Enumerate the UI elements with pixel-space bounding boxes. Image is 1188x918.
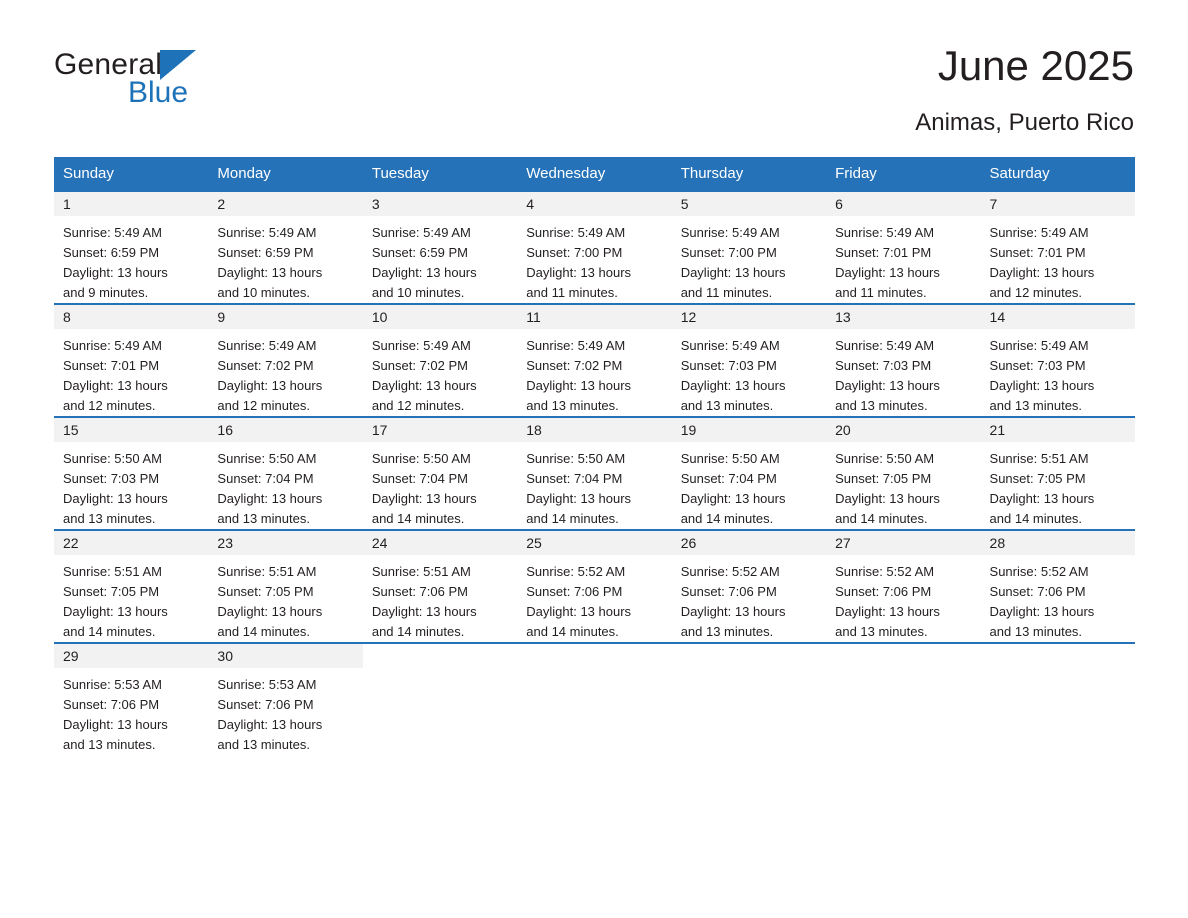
day-info-sunrise: Sunrise: 5:50 AM bbox=[217, 451, 317, 466]
day-info bbox=[981, 329, 1135, 416]
day-number: 22 bbox=[54, 531, 208, 555]
day-info-daylight1: Daylight: 13 hours bbox=[63, 491, 168, 506]
day-info bbox=[981, 555, 1135, 642]
weekday-header-friday: Friday bbox=[826, 157, 980, 190]
day-info bbox=[363, 329, 517, 416]
day-info bbox=[363, 442, 517, 529]
day-info-sunset: Sunset: 7:02 PM bbox=[371, 358, 468, 373]
calendar-day-cell bbox=[672, 529, 826, 642]
calendar-day-cell bbox=[517, 529, 671, 642]
day-info-sunset: Sunset: 7:05 PM bbox=[835, 471, 932, 486]
day-info-daylight2: and 10 minutes. bbox=[371, 285, 465, 300]
day-number: 21 bbox=[981, 418, 1135, 442]
day-number: 28 bbox=[981, 531, 1135, 555]
day-info-sunset: Sunset: 7:06 PM bbox=[835, 584, 932, 599]
day-number: 1 bbox=[54, 192, 208, 216]
calendar-day-cell bbox=[363, 416, 517, 529]
day-info-sunset: Sunset: 7:01 PM bbox=[835, 245, 932, 260]
day-info-sunrise: Sunrise: 5:52 AM bbox=[989, 564, 1089, 579]
logo-text-blue: Blue bbox=[128, 76, 189, 109]
calendar-week-row bbox=[54, 642, 1135, 754]
day-info-daylight1: Daylight: 13 hours bbox=[680, 378, 786, 393]
day-info-sunset: Sunset: 7:02 PM bbox=[526, 358, 623, 373]
day-info bbox=[981, 442, 1135, 529]
day-info-daylight2: and 14 minutes. bbox=[371, 624, 465, 639]
day-info-daylight1: Daylight: 13 hours bbox=[835, 491, 940, 506]
day-info-daylight2: and 13 minutes. bbox=[989, 398, 1083, 413]
day-number: 25 bbox=[517, 531, 671, 555]
day-info-daylight1: Daylight: 13 hours bbox=[217, 604, 323, 619]
calendar-day-cell bbox=[981, 190, 1135, 303]
title-block bbox=[915, 40, 1134, 140]
day-info bbox=[54, 216, 208, 303]
calendar-day-cell bbox=[363, 190, 517, 303]
calendar-day-cell bbox=[208, 303, 362, 416]
weekday-header-saturday: Saturday bbox=[981, 157, 1135, 190]
day-info-sunrise: Sunrise: 5:50 AM bbox=[835, 451, 935, 466]
day-info-daylight1: Daylight: 13 hours bbox=[989, 491, 1095, 506]
weekday-header-tuesday: Tuesday bbox=[363, 157, 517, 190]
day-number: 13 bbox=[826, 305, 980, 329]
day-info-daylight1: Daylight: 13 hours bbox=[371, 378, 477, 393]
day-info-daylight1: Daylight: 13 hours bbox=[835, 378, 940, 393]
day-cell-content[interactable] bbox=[54, 642, 208, 754]
day-number: 19 bbox=[672, 418, 826, 442]
calendar-day-cell bbox=[54, 642, 208, 754]
day-number: 2 bbox=[208, 192, 362, 216]
day-info-sunset: Sunset: 7:04 PM bbox=[680, 471, 777, 486]
day-cell-content[interactable] bbox=[363, 529, 517, 642]
day-info-sunrise: Sunrise: 5:49 AM bbox=[835, 338, 935, 353]
day-info-daylight2: and 14 minutes. bbox=[989, 511, 1083, 526]
day-cell-content[interactable] bbox=[208, 642, 362, 754]
day-info-daylight1: Daylight: 13 hours bbox=[63, 378, 168, 393]
day-info-daylight1: Daylight: 13 hours bbox=[217, 717, 323, 732]
day-info-daylight1: Daylight: 13 hours bbox=[526, 378, 632, 393]
day-info-daylight2: and 13 minutes. bbox=[835, 624, 928, 639]
day-info-sunset: Sunset: 6:59 PM bbox=[63, 245, 160, 260]
day-cell-content[interactable] bbox=[517, 416, 671, 529]
day-info-daylight2: and 12 minutes. bbox=[371, 398, 465, 413]
day-number: 20 bbox=[826, 418, 980, 442]
day-info-sunrise: Sunrise: 5:52 AM bbox=[835, 564, 935, 579]
day-info-daylight2: and 13 minutes. bbox=[63, 737, 156, 752]
day-info-sunset: Sunset: 7:03 PM bbox=[835, 358, 932, 373]
day-info bbox=[672, 442, 826, 529]
day-info-sunrise: Sunrise: 5:49 AM bbox=[835, 225, 935, 240]
day-info-sunrise: Sunrise: 5:49 AM bbox=[526, 338, 626, 353]
calendar-day-cell bbox=[981, 416, 1135, 529]
day-info-daylight1: Daylight: 13 hours bbox=[526, 604, 632, 619]
day-info-daylight2: and 13 minutes. bbox=[680, 624, 774, 639]
sunrise-sunset-calendar bbox=[54, 157, 1135, 754]
day-info-daylight1: Daylight: 13 hours bbox=[63, 265, 168, 280]
day-cell-content[interactable] bbox=[672, 303, 826, 416]
day-number: 11 bbox=[517, 305, 671, 329]
day-info-daylight1: Daylight: 13 hours bbox=[989, 265, 1095, 280]
day-number: 17 bbox=[363, 418, 517, 442]
calendar-day-cell bbox=[363, 529, 517, 642]
day-info-sunrise: Sunrise: 5:51 AM bbox=[217, 564, 317, 579]
day-info-daylight2: and 14 minutes. bbox=[63, 624, 156, 639]
day-cell-content[interactable] bbox=[208, 416, 362, 529]
calendar-day-cell bbox=[54, 303, 208, 416]
day-info-daylight1: Daylight: 13 hours bbox=[371, 491, 477, 506]
calendar-day-cell bbox=[517, 416, 671, 529]
day-info-sunset: Sunset: 7:06 PM bbox=[217, 697, 314, 712]
day-info-sunrise: Sunrise: 5:49 AM bbox=[526, 225, 626, 240]
calendar-header-row bbox=[54, 157, 1135, 190]
day-info-daylight2: and 13 minutes. bbox=[526, 398, 619, 413]
day-info-sunrise: Sunrise: 5:51 AM bbox=[371, 564, 471, 579]
day-number: 24 bbox=[363, 531, 517, 555]
calendar-day-cell-empty bbox=[981, 642, 1135, 754]
day-info-sunset: Sunset: 7:05 PM bbox=[989, 471, 1086, 486]
day-info bbox=[54, 442, 208, 529]
day-info bbox=[672, 216, 826, 303]
day-info-daylight2: and 12 minutes. bbox=[989, 285, 1083, 300]
day-info bbox=[208, 442, 362, 529]
day-info bbox=[826, 555, 980, 642]
day-number: 6 bbox=[826, 192, 980, 216]
day-info-sunrise: Sunrise: 5:50 AM bbox=[63, 451, 162, 466]
day-info bbox=[826, 329, 980, 416]
day-info-daylight2: and 13 minutes. bbox=[989, 624, 1083, 639]
day-number: 15 bbox=[54, 418, 208, 442]
day-info-sunset: Sunset: 7:06 PM bbox=[989, 584, 1086, 599]
calendar-day-cell bbox=[672, 190, 826, 303]
calendar-day-cell-empty bbox=[672, 642, 826, 754]
day-number: 12 bbox=[672, 305, 826, 329]
day-info-sunset: Sunset: 7:04 PM bbox=[217, 471, 314, 486]
day-info bbox=[672, 555, 826, 642]
day-number: 10 bbox=[363, 305, 517, 329]
day-info-sunset: Sunset: 7:04 PM bbox=[371, 471, 468, 486]
weekday-header-sunday: Sunday bbox=[54, 157, 208, 190]
day-info bbox=[517, 555, 671, 642]
day-cell-content[interactable] bbox=[672, 190, 826, 303]
day-info-sunset: Sunset: 7:00 PM bbox=[680, 245, 777, 260]
day-info-sunrise: Sunrise: 5:53 AM bbox=[63, 677, 162, 692]
day-info bbox=[54, 668, 208, 755]
day-number: 4 bbox=[517, 192, 671, 216]
calendar-week-row bbox=[54, 529, 1135, 642]
day-info-daylight1: Daylight: 13 hours bbox=[526, 265, 632, 280]
day-number: 9 bbox=[208, 305, 362, 329]
day-info-daylight1: Daylight: 13 hours bbox=[680, 604, 786, 619]
day-info-daylight2: and 12 minutes. bbox=[63, 398, 156, 413]
calendar-day-cell-empty bbox=[363, 642, 517, 754]
location-subtitle: Animas, Puerto Rico bbox=[915, 109, 1134, 136]
day-info-daylight1: Daylight: 13 hours bbox=[680, 491, 786, 506]
day-info bbox=[208, 329, 362, 416]
day-cell-content[interactable] bbox=[208, 529, 362, 642]
day-number: 29 bbox=[54, 644, 208, 668]
calendar-day-cell bbox=[54, 529, 208, 642]
calendar-day-cell bbox=[208, 642, 362, 754]
day-info-daylight2: and 14 minutes. bbox=[217, 624, 310, 639]
day-cell-content[interactable] bbox=[981, 416, 1135, 529]
day-info-daylight1: Daylight: 13 hours bbox=[217, 265, 323, 280]
day-cell-content[interactable] bbox=[981, 190, 1135, 303]
calendar-day-cell bbox=[672, 303, 826, 416]
calendar-day-cell bbox=[208, 529, 362, 642]
day-info-daylight2: and 14 minutes. bbox=[526, 511, 619, 526]
day-info-sunrise: Sunrise: 5:49 AM bbox=[63, 338, 162, 353]
day-info-daylight1: Daylight: 13 hours bbox=[217, 491, 323, 506]
calendar-week-row bbox=[54, 416, 1135, 529]
day-info bbox=[54, 555, 208, 642]
day-info-sunrise: Sunrise: 5:53 AM bbox=[217, 677, 317, 692]
day-info-sunset: Sunset: 7:06 PM bbox=[680, 584, 777, 599]
calendar-day-cell bbox=[517, 190, 671, 303]
calendar-day-cell bbox=[208, 416, 362, 529]
day-info-sunset: Sunset: 6:59 PM bbox=[217, 245, 314, 260]
day-info-daylight2: and 14 minutes. bbox=[371, 511, 465, 526]
calendar-day-cell bbox=[826, 190, 980, 303]
day-cell-content[interactable] bbox=[517, 303, 671, 416]
calendar-day-cell bbox=[826, 303, 980, 416]
calendar-day-cell bbox=[208, 190, 362, 303]
day-cell-content[interactable] bbox=[54, 190, 208, 303]
general-blue-logo bbox=[54, 48, 314, 108]
day-info-sunset: Sunset: 7:02 PM bbox=[217, 358, 314, 373]
day-info-sunrise: Sunrise: 5:52 AM bbox=[526, 564, 626, 579]
day-cell-content[interactable] bbox=[981, 303, 1135, 416]
day-info-sunset: Sunset: 6:59 PM bbox=[371, 245, 468, 260]
calendar-week-row bbox=[54, 303, 1135, 416]
day-info-sunrise: Sunrise: 5:49 AM bbox=[680, 225, 780, 240]
calendar-week-row bbox=[54, 190, 1135, 303]
day-info bbox=[208, 555, 362, 642]
day-info-sunset: Sunset: 7:03 PM bbox=[989, 358, 1086, 373]
page-header bbox=[54, 42, 1134, 148]
day-cell-content[interactable] bbox=[363, 190, 517, 303]
day-info-daylight2: and 13 minutes. bbox=[680, 398, 774, 413]
day-info-sunset: Sunset: 7:04 PM bbox=[526, 471, 623, 486]
day-info-daylight1: Daylight: 13 hours bbox=[526, 491, 632, 506]
calendar-day-cell bbox=[517, 303, 671, 416]
day-info-daylight2: and 13 minutes. bbox=[63, 511, 156, 526]
day-number: 23 bbox=[208, 531, 362, 555]
day-number: 7 bbox=[981, 192, 1135, 216]
day-info-daylight2: and 10 minutes. bbox=[217, 285, 310, 300]
day-info-daylight1: Daylight: 13 hours bbox=[680, 265, 786, 280]
day-info-daylight2: and 11 minutes. bbox=[835, 285, 927, 300]
day-info bbox=[54, 329, 208, 416]
day-info-daylight1: Daylight: 13 hours bbox=[835, 604, 940, 619]
day-cell-content[interactable] bbox=[826, 529, 980, 642]
day-cell-content[interactable] bbox=[672, 416, 826, 529]
day-info-sunrise: Sunrise: 5:50 AM bbox=[680, 451, 780, 466]
weekday-header-monday: Monday bbox=[208, 157, 362, 190]
day-number: 3 bbox=[363, 192, 517, 216]
day-info-daylight2: and 11 minutes. bbox=[680, 285, 773, 300]
day-info-sunset: Sunset: 7:06 PM bbox=[371, 584, 468, 599]
day-info bbox=[517, 216, 671, 303]
day-info-sunset: Sunset: 7:03 PM bbox=[680, 358, 777, 373]
calendar-day-cell bbox=[54, 416, 208, 529]
day-number: 14 bbox=[981, 305, 1135, 329]
day-info-sunrise: Sunrise: 5:49 AM bbox=[680, 338, 780, 353]
day-info-sunrise: Sunrise: 5:49 AM bbox=[63, 225, 162, 240]
page-title: June 2025 bbox=[937, 42, 1134, 89]
day-info-sunset: Sunset: 7:03 PM bbox=[63, 471, 160, 486]
calendar-day-cell bbox=[826, 416, 980, 529]
day-info-sunrise: Sunrise: 5:50 AM bbox=[371, 451, 471, 466]
day-info-daylight1: Daylight: 13 hours bbox=[835, 265, 940, 280]
day-info-daylight2: and 14 minutes. bbox=[835, 511, 928, 526]
day-info-daylight1: Daylight: 13 hours bbox=[989, 604, 1095, 619]
day-info-daylight1: Daylight: 13 hours bbox=[63, 717, 168, 732]
day-info-sunset: Sunset: 7:06 PM bbox=[526, 584, 623, 599]
day-cell-content[interactable] bbox=[208, 303, 362, 416]
day-info-daylight2: and 11 minutes. bbox=[526, 285, 618, 300]
day-info bbox=[826, 216, 980, 303]
day-cell-content[interactable] bbox=[517, 190, 671, 303]
day-info bbox=[363, 216, 517, 303]
day-cell-content[interactable] bbox=[54, 529, 208, 642]
day-info-sunset: Sunset: 7:05 PM bbox=[217, 584, 314, 599]
day-info-daylight2: and 13 minutes. bbox=[217, 511, 310, 526]
day-info-daylight2: and 9 minutes. bbox=[63, 285, 149, 300]
day-info-daylight2: and 12 minutes. bbox=[217, 398, 310, 413]
day-info-sunrise: Sunrise: 5:49 AM bbox=[989, 338, 1089, 353]
day-info-sunset: Sunset: 7:01 PM bbox=[989, 245, 1086, 260]
day-info bbox=[517, 329, 671, 416]
day-number: 30 bbox=[208, 644, 362, 668]
day-info-sunrise: Sunrise: 5:49 AM bbox=[989, 225, 1089, 240]
calendar-day-cell bbox=[981, 303, 1135, 416]
day-cell-content[interactable] bbox=[672, 529, 826, 642]
day-number: 5 bbox=[672, 192, 826, 216]
day-info-sunrise: Sunrise: 5:49 AM bbox=[217, 338, 317, 353]
calendar-body bbox=[54, 190, 1135, 754]
day-cell-content[interactable] bbox=[363, 416, 517, 529]
calendar-day-cell-empty bbox=[826, 642, 980, 754]
day-info bbox=[208, 668, 362, 755]
calendar-day-cell bbox=[54, 190, 208, 303]
calendar-day-cell-empty bbox=[517, 642, 671, 754]
day-info-daylight2: and 13 minutes. bbox=[217, 737, 310, 752]
day-info-daylight1: Daylight: 13 hours bbox=[217, 378, 323, 393]
day-cell-content[interactable] bbox=[363, 303, 517, 416]
day-number: 26 bbox=[672, 531, 826, 555]
day-info-daylight2: and 14 minutes. bbox=[526, 624, 619, 639]
day-number: 18 bbox=[517, 418, 671, 442]
day-info-sunset: Sunset: 7:00 PM bbox=[526, 245, 623, 260]
day-info-daylight1: Daylight: 13 hours bbox=[63, 604, 168, 619]
day-info-sunrise: Sunrise: 5:51 AM bbox=[989, 451, 1089, 466]
day-cell-content[interactable] bbox=[54, 416, 208, 529]
day-info-daylight1: Daylight: 13 hours bbox=[371, 604, 477, 619]
calendar-day-cell bbox=[363, 303, 517, 416]
calendar-day-cell bbox=[826, 529, 980, 642]
day-cell-content[interactable] bbox=[826, 416, 980, 529]
day-info-daylight2: and 14 minutes. bbox=[680, 511, 774, 526]
day-number: 16 bbox=[208, 418, 362, 442]
day-info-sunrise: Sunrise: 5:50 AM bbox=[526, 451, 626, 466]
day-info-sunrise: Sunrise: 5:49 AM bbox=[371, 338, 471, 353]
day-number: 8 bbox=[54, 305, 208, 329]
weekday-header-wednesday: Wednesday bbox=[517, 157, 671, 190]
day-info-daylight1: Daylight: 13 hours bbox=[371, 265, 477, 280]
logo-text-general: General bbox=[54, 48, 163, 81]
day-cell-content[interactable] bbox=[826, 190, 980, 303]
day-info-sunset: Sunset: 7:01 PM bbox=[63, 358, 160, 373]
day-info-sunrise: Sunrise: 5:49 AM bbox=[371, 225, 471, 240]
day-info bbox=[208, 216, 362, 303]
weekday-header-thursday: Thursday bbox=[672, 157, 826, 190]
day-cell-content[interactable] bbox=[981, 529, 1135, 642]
day-info bbox=[363, 555, 517, 642]
day-info-daylight1: Daylight: 13 hours bbox=[989, 378, 1095, 393]
day-cell-content[interactable] bbox=[208, 190, 362, 303]
day-info bbox=[826, 442, 980, 529]
day-info-sunset: Sunset: 7:06 PM bbox=[63, 697, 160, 712]
day-info bbox=[981, 216, 1135, 303]
day-info-sunrise: Sunrise: 5:52 AM bbox=[680, 564, 780, 579]
day-cell-content[interactable] bbox=[826, 303, 980, 416]
day-info-sunrise: Sunrise: 5:49 AM bbox=[217, 225, 317, 240]
day-info-daylight2: and 13 minutes. bbox=[835, 398, 928, 413]
day-info-sunrise: Sunrise: 5:51 AM bbox=[63, 564, 162, 579]
day-info bbox=[517, 442, 671, 529]
day-cell-content[interactable] bbox=[54, 303, 208, 416]
day-cell-content[interactable] bbox=[517, 529, 671, 642]
day-info bbox=[672, 329, 826, 416]
calendar-day-cell bbox=[672, 416, 826, 529]
day-info-sunset: Sunset: 7:05 PM bbox=[63, 584, 160, 599]
calendar-day-cell bbox=[981, 529, 1135, 642]
day-number: 27 bbox=[826, 531, 980, 555]
